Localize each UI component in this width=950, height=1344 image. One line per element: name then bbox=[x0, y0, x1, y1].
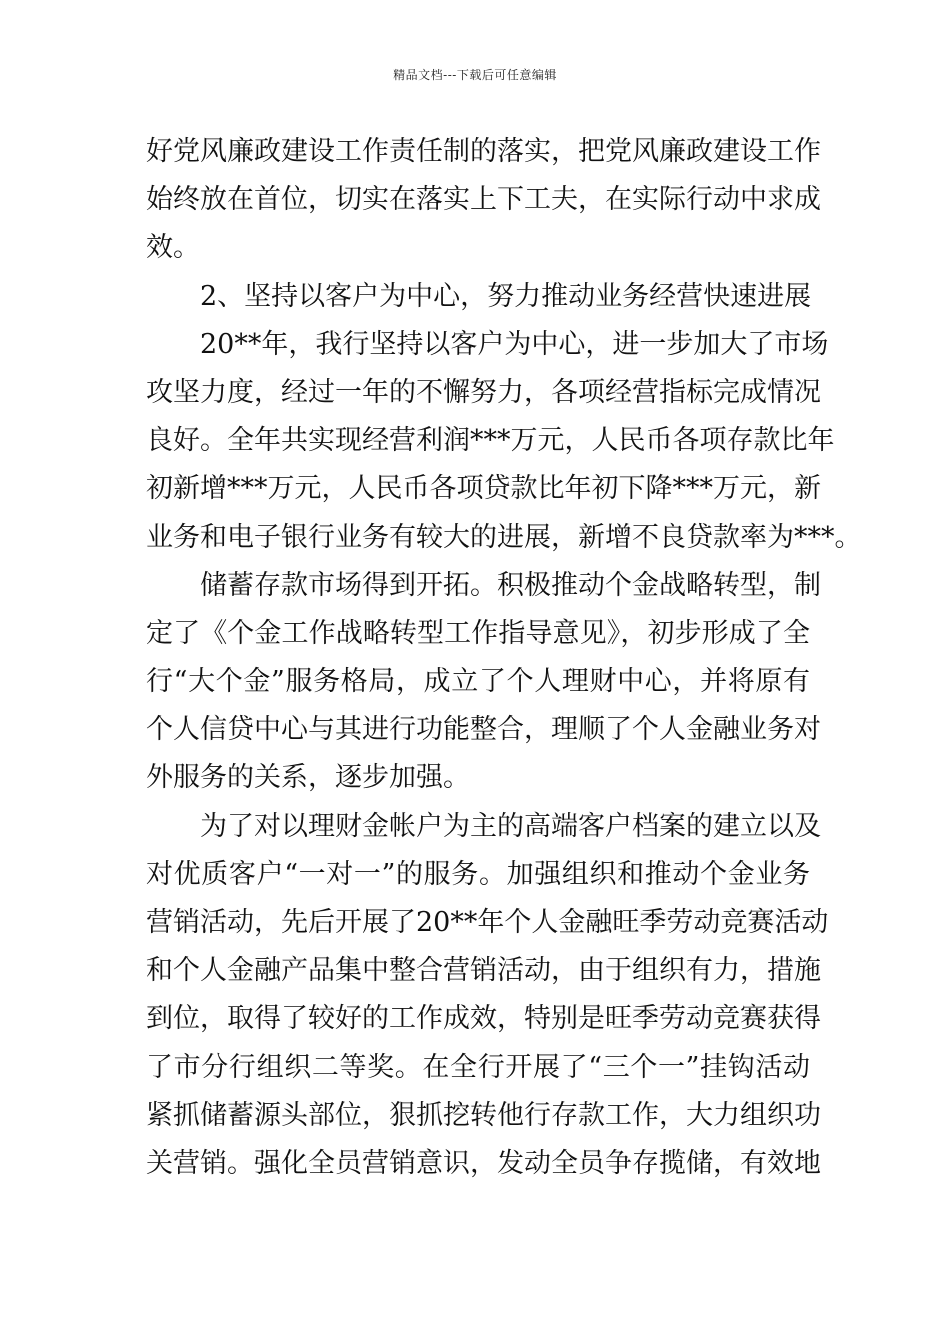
text-line: 对优质客户“一对一”的服务。加强组织和推动个金业务 bbox=[146, 858, 810, 890]
text-line: 业务和电子银行业务有较大的进展，新增不良贷款率为***。 bbox=[146, 521, 862, 553]
text-line: 紧抓储蓄源头部位，狠抓挖转他行存款工作，大力组织功 bbox=[146, 1099, 821, 1131]
text-line: 了市分行组织二等奖。在全行开展了“三个一”挂钩活动 bbox=[146, 1051, 810, 1083]
text-line: 营销活动，先后开展了20**年个人金融旺季劳动竞赛活动 bbox=[146, 907, 829, 938]
text-line: 良好。全年共实现经营利润***万元，人民币各项存款比年 bbox=[146, 425, 835, 457]
text-line: 始终放在首位，切实在落实上下工夫，在实际行动中求成 bbox=[146, 184, 821, 216]
text-line: 到位，取得了较好的工作成效，特别是旺季劳动竞赛获得 bbox=[146, 1003, 821, 1035]
page-header: 精品文档---下载后可任意编辑 bbox=[393, 68, 557, 82]
text-line: 行“大个金”服务格局，成立了个人理财中心，并将原有 bbox=[146, 666, 810, 698]
text-line: 2、坚持以客户为中心，努力推动业务经营快速进展 bbox=[200, 280, 812, 312]
text-line: 储蓄存款市场得到开拓。积极推动个金战略转型，制 bbox=[200, 569, 821, 601]
text-line: 好党风廉政建设工作责任制的落实，把党风廉政建设工作 bbox=[146, 136, 821, 167]
text-line: 关营销。强化全员营销意识，发动全员争存揽储，有效地 bbox=[146, 1147, 821, 1179]
text-line: 个人信贷中心与其进行功能整合，理顺了个人金融业务对 bbox=[146, 714, 821, 746]
text-line: 攻坚力度，经过一年的不懈努力，各项经营指标完成情况 bbox=[146, 376, 821, 408]
text-line: 效。 bbox=[146, 232, 200, 264]
text-line: 20**年，我行坚持以客户为中心，进一步加大了市场 bbox=[200, 328, 829, 360]
text-line: 和个人金融产品集中整合营销活动，由于组织有力，措施 bbox=[146, 955, 821, 987]
text-line: 外服务的关系，逐步加强。 bbox=[146, 762, 470, 794]
text-line: 定了《个金工作战略转型工作指导意见》，初步形成了全 bbox=[146, 617, 810, 649]
text-line: 初新增***万元，人民币各项贷款比年初下降***万元，新 bbox=[146, 473, 821, 505]
text-line: 为了对以理财金帐户为主的高端客户档案的建立以及 bbox=[200, 810, 821, 842]
document-body bbox=[146, 128, 862, 1188]
